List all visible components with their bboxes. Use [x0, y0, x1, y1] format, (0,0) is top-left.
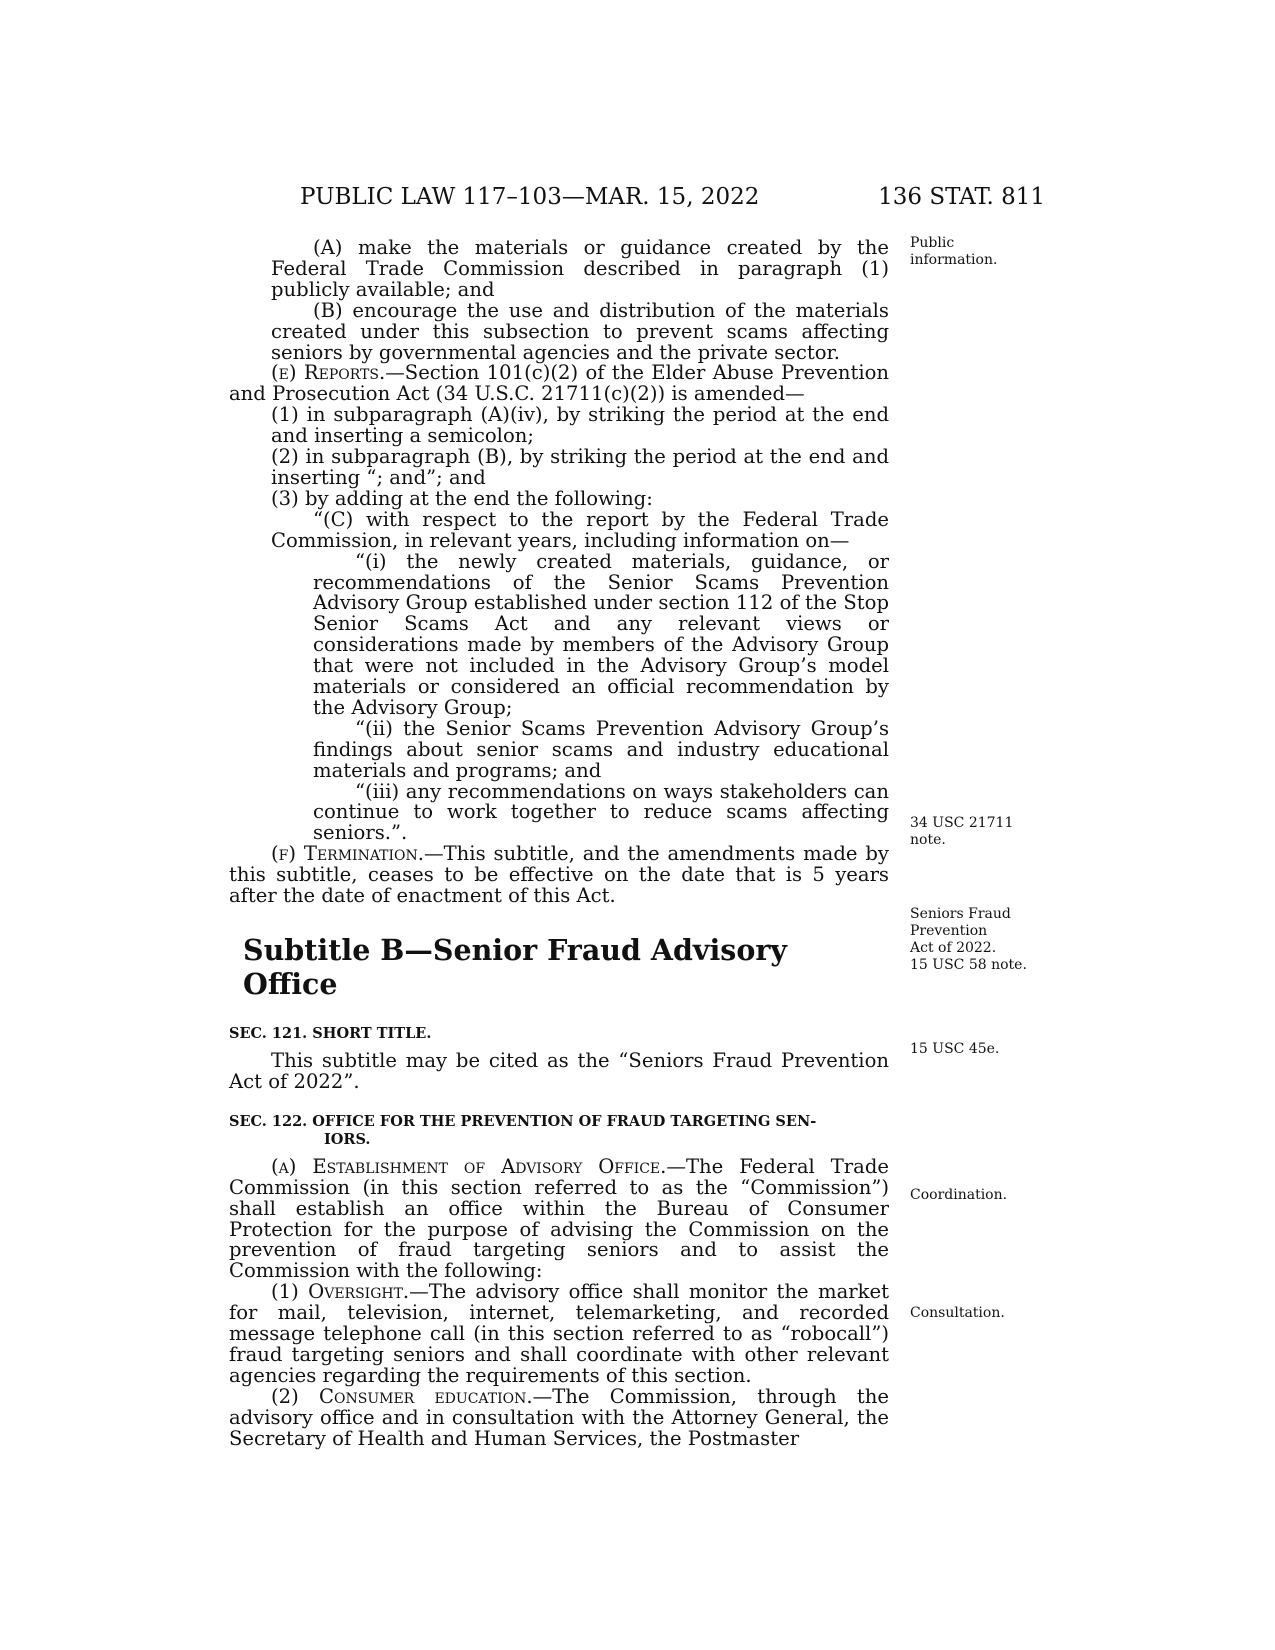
clause-ii: “(ii) the Senior Scams Prevention Advisory Group’s findings about senior scams and industry educational materials and programs; and [313, 716, 889, 782]
section-121-text: This subtitle may be cited as the “Seniors Fraud Prevention Act of 2022”. [229, 1049, 889, 1093]
margin-note-line: Act of 2022. [910, 940, 997, 956]
clause-iii: “(iii) any recommendations on ways stakeholders can continue to work together to reduce scams affecting seniors.”. [313, 779, 889, 845]
paragraph-a-2 [187, 1384, 889, 1450]
margin-note-line: 34 USC 21711 [910, 815, 1014, 831]
subsection-f [229, 844, 889, 907]
margin-note-line: information. [910, 252, 998, 268]
subsection-a-heading: (a) Establishment of Advisory Office. [271, 1154, 667, 1178]
section-122-heading [229, 1113, 889, 1149]
paragraph-e-2-text: (2) in subparagraph (B), by striking the period at the end and inserting “; and”; and [271, 445, 889, 489]
section-122-heading-line2: IORS. [324, 1130, 371, 1148]
margin-note-line: Consultation. [910, 1305, 1005, 1321]
margin-note-line: Seniors Fraud [910, 906, 1011, 922]
paragraph-e-3: (3) by adding at the end the following: [271, 486, 653, 510]
subsection-f-heading: (f) Termination. [271, 842, 425, 866]
margin-note-coordination [910, 1187, 1030, 1204]
subsection-a [229, 1154, 889, 1283]
section-122-heading-line1: SEC. 122. OFFICE FOR THE PREVENTION OF FRAUD TARGETING SEN- [229, 1112, 817, 1130]
subsection-f-text: —This subtitle, and the amendments made by this subtitle, ceases to be effective on the date that is 5 years after the date of enactment of this Act. [229, 842, 889, 908]
section-121-heading: SEC. 121. SHORT TITLE. [229, 1025, 432, 1042]
paragraph-a-1 [187, 1282, 889, 1387]
paragraph-a-1-heading: (1) Oversight. [271, 1280, 410, 1304]
paragraph-e-1 [229, 405, 889, 447]
page-header [300, 184, 1045, 214]
subsection-e-text: —Section 101(c)(2) of the Elder Abuse Prevention and Prosecution Act (34 U.S.C. 21711(c)(2)) is amended— [229, 361, 889, 406]
clause-i: “(i) the newly created materials, guidance, or recommendations of the Senior Scams Prevention Advisory Group established under section 112 of the Stop Senior Scams Act and any relevant views or considerations made by members of the Advisory Group that were not included in the Advisory Group’s model materials or considered an official recommendation by the Advisory Group; [313, 549, 889, 719]
paragraph-e-2 [229, 447, 889, 489]
paragraph-a-2-text: —The Commission, through the advisory office and in consultation with the Attorney General, the Secretary of Health and Human Services, the Postmaster [229, 1384, 889, 1450]
paragraph-a-1-text: —The advisory office shall monitor the market for mail, television, internet, telemarketing, and recorded message telephone call (in this section referred to as “robocall”) fraud targeting seniors and shall coordinate with other relevant agencies regarding the requirements of this section. [229, 1280, 889, 1387]
paragraph-a-2-heading: (2) Consumer education. [271, 1384, 533, 1408]
paragraph-d-B: (B) encourage the use and distribution of the materials created under this subsection to prevent scams affecting seniors by governmental agencies and the private sector. [271, 298, 889, 364]
subparagraph-C: “(C) with respect to the report by the Federal Trade Commission, in relevant years, including information on— [271, 507, 889, 552]
margin-note-line: Public [910, 235, 955, 251]
document-body [229, 238, 889, 1450]
margin-note-line: Prevention [910, 923, 988, 939]
margin-note-line: 15 USC 58 note. [910, 957, 1027, 973]
margin-note-34-usc-21711 [910, 815, 1030, 849]
paragraph-e-1-text: (1) in subparagraph (A)(iv), by striking the period at the end and inserting a semicolon; [271, 403, 889, 448]
public-law-citation: PUBLIC LAW 117–103—MAR. 15, 2022 [300, 184, 760, 210]
statute-page-number: 136 STAT. 811 [878, 184, 1045, 210]
subsection-e-heading: (e) Reports. [271, 361, 386, 385]
margin-note-15-usc-45e [910, 1041, 1030, 1058]
subsection-a-text: —The Federal Trade Commission (in this section referred to as the “Commission”) shall establish an office within the Bureau of Consumer Protection for the purpose of advising the Commission on the prevention of fraud targeting seniors and to assist the Commission with the following: [229, 1154, 889, 1283]
margin-note-line: Coordination. [910, 1187, 1008, 1203]
margin-note-line: note. [910, 832, 946, 848]
paragraph-d-A: (A) make the materials or guidance created by the Federal Trade Commission described in paragraph (1) publicly available; and [271, 236, 889, 301]
margin-note-public-information [910, 235, 1030, 269]
margin-note-seniors-fraud-prevention-act [910, 906, 1030, 974]
subsection-e [229, 363, 889, 405]
margin-note-line: 15 USC 45e. [910, 1041, 1000, 1057]
subtitle-heading: Subtitle B—Senior Fraud Advisory Office [243, 933, 787, 1001]
margin-note-consultation [910, 1305, 1030, 1322]
